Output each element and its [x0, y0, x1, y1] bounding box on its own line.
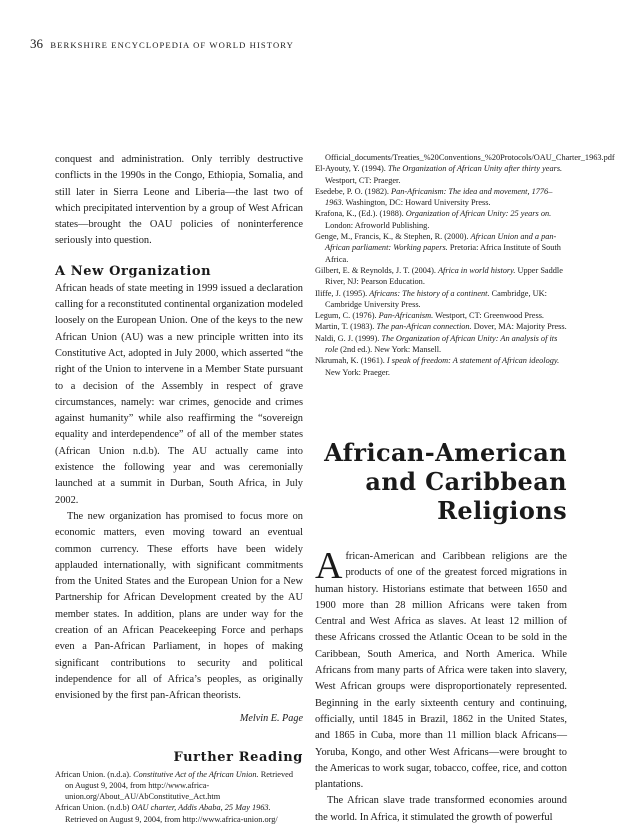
ref-details: (2nd ed.). New York: Mansell.	[338, 345, 442, 355]
reference-entry	[55, 802, 303, 825]
article-title-line: African-American	[324, 437, 567, 467]
page-number: 36	[30, 36, 43, 51]
body-paragraph: African heads of state meeting in 1999 issued a declaration calling for a reconstituted continental organization modeled loosely on the European Union. One of the keys to the new African Union (AU) was a new principle written into its Constitutive Act, adopted in July 2000, which asserted “the right of the Union to intervene in a Member State pursuant to a decision of the Assembly in respect of grave circumstances, namely: war crimes, genocide and crimes against humanity” while also reaffirming the “sovereign equality and interdependence” of all of the member states (African Union n.d.b). The AU actually came into existence the following year and was ceremonially launched at a summit in Durban, South Africa, in July 2002.	[55, 282, 303, 506]
author-byline: Melvin E. Page	[239, 712, 303, 724]
ref-details: New York: Praeger.	[325, 367, 390, 377]
ref-title: Organization of African Unity: 25 years on.	[405, 209, 552, 219]
article-title-line: Religions	[437, 495, 567, 525]
intro-paragraph: conquest and administration. Only terribly destructive conflicts in the 1990s in the Congo, Ethiopia, Somalia, and still later in Sierra Leone and Liberia—the last two of which precipitated intervention by a group of West African states—brought the OAU policies of noninterference seriously into question.	[55, 154, 303, 247]
ref-title: Africans: The history of a continent.	[369, 288, 490, 298]
ref-title: The Organization of African Unity: An analysis of its role	[325, 333, 558, 355]
reference-list-continued	[315, 152, 615, 378]
ref-details: Pretoria: Africa Institute of South Africa.	[325, 243, 561, 264]
ref-details: Westport, CT: Greenwood Press.	[433, 311, 544, 321]
article-opening-paragraph	[315, 544, 567, 793]
further-reading-heading: Further Reading	[173, 749, 303, 765]
ref-author: Krafona, K., (Ed.). (1988).	[315, 209, 406, 219]
ref-author: African Union. (n.d.a).	[55, 769, 134, 779]
reference-entry	[315, 310, 567, 321]
ref-title: The Organization of African Unity after thirty years.	[387, 164, 563, 174]
ref-details: Upper Saddle River, NJ: Pearson Education.	[325, 265, 563, 287]
article-paragraph: The African slave trade transformed economies around the world. In Africa, it stimulated the growth of powerful	[315, 795, 567, 823]
ref-details: Washington, DC: Howard University Press.	[343, 198, 491, 208]
ref-author: Gilbert, E. & Reynolds, J. T. (2004).	[315, 265, 438, 275]
ref-url-continued: Official_documents/Treaties_%20Conventions_%20Protocols/OAU_Charter_1963.pdf	[325, 153, 615, 162]
article-title	[315, 438, 567, 525]
ref-title: Africa in world history.	[437, 265, 516, 275]
reference-list	[55, 769, 303, 825]
section-heading: A New Organization	[55, 263, 212, 279]
reference-entry	[315, 231, 567, 265]
reference-entry	[315, 152, 615, 163]
ref-title: African Union and a pan-African parliament: Working papers.	[325, 232, 557, 253]
reference-entry	[315, 355, 567, 378]
ref-author: Esedebe, P. O. (1982).	[315, 186, 392, 196]
reference-entry	[315, 321, 567, 332]
reference-entry	[315, 208, 567, 231]
ref-title: Constitutive Act of the African Union.	[133, 769, 259, 779]
reference-entry	[315, 288, 567, 311]
ref-details: Retrieved on August 9, 2004, from http://www.africa-union.org/	[65, 814, 278, 824]
reference-entry	[315, 186, 567, 209]
right-column	[315, 152, 615, 826]
article-title-line: and Caribbean	[365, 466, 567, 496]
ref-author: El-Ayouty, Y. (1994).	[315, 164, 388, 174]
reference-entry	[55, 769, 303, 803]
ref-title: Pan-Africanism.	[378, 311, 434, 321]
ref-details: Dover, MA: Majority Press.	[471, 322, 567, 332]
ref-author: Genge, M., Francis, K., & Stephen, R. (2000).	[315, 232, 471, 242]
ref-author: Legum, C. (1976).	[315, 311, 379, 321]
ref-author: Nkrumah, K. (1961).	[315, 356, 387, 366]
ref-author: African Union. (n.d.b)	[55, 803, 132, 813]
reference-entry	[315, 265, 567, 288]
ref-author: Naldi, G. J. (1999).	[315, 333, 382, 343]
running-header	[30, 36, 294, 52]
body-paragraph: The new organization has promised to focus more on economic matters, even moving toward an eventual common currency. These efforts have been widely applauded internationally, with significant commitments from the United States and the European Union for a New Partnership for African Development created by the AU member states. In addition, plans are under way for the creation of an African Peacekeeping Force and perhaps even a Pan-African Parliament, in hopes of making significant contributions to security and political independence for all of Africa’s peoples, as originally envisioned by the first pan-African theorists.	[55, 510, 303, 702]
ref-title: Pan-Africanism: The idea and movement, 1776–1963.	[325, 186, 553, 208]
ref-title: OAU charter, Addis Ababa, 25 May 1963.	[131, 803, 271, 813]
ref-details: Retrieved on August 9, 2004, from http://www.africa-union.org/About_AU/AbConstitutive_Act.htm	[65, 769, 293, 802]
ref-author: Martin, T. (1983).	[315, 322, 377, 332]
left-column	[55, 152, 303, 825]
drop-cap: A	[315, 544, 343, 587]
ref-details: London: Afroworld Publishing.	[325, 220, 430, 230]
article-paragraph-text: frican-American and Caribbean religions are the products of one of the greatest forced migrations in human history. Historians estimate that between 1650 and 1900 more than 28 million Africans were taken from Central and West Africa as slaves. At least 12 million of these Africans crossed the Atlantic Ocean to be sold in the Caribbean, South America, and North America. While Africans from many parts of Africa were taken into slavery, West African groups were disproportionately represented. Beginning in the early sixteenth century and continuing, officially, until 1845 in Brazil, 1862 in the United States, and 1865 in Cuba, more than 11 million black Africans—Yoruba, Kongo, and other West Africans—were brought to the Americas to work sugar, tobacco, coffee, rice, and cotton plantations.	[315, 550, 567, 791]
ref-details: Westport, CT: Praeger.	[325, 175, 401, 185]
reference-entry	[315, 163, 567, 186]
ref-title: I speak of freedom: A statement of African ideology.	[386, 356, 560, 366]
ref-title: The pan-African connection.	[376, 322, 472, 332]
ref-details: Cambridge, UK: Cambridge University Press.	[325, 288, 547, 309]
ref-author: Iliffe, J. (1995).	[315, 288, 370, 298]
running-title: BERKSHIRE ENCYCLOPEDIA OF WORLD HISTORY	[50, 40, 294, 50]
reference-entry	[315, 333, 567, 356]
